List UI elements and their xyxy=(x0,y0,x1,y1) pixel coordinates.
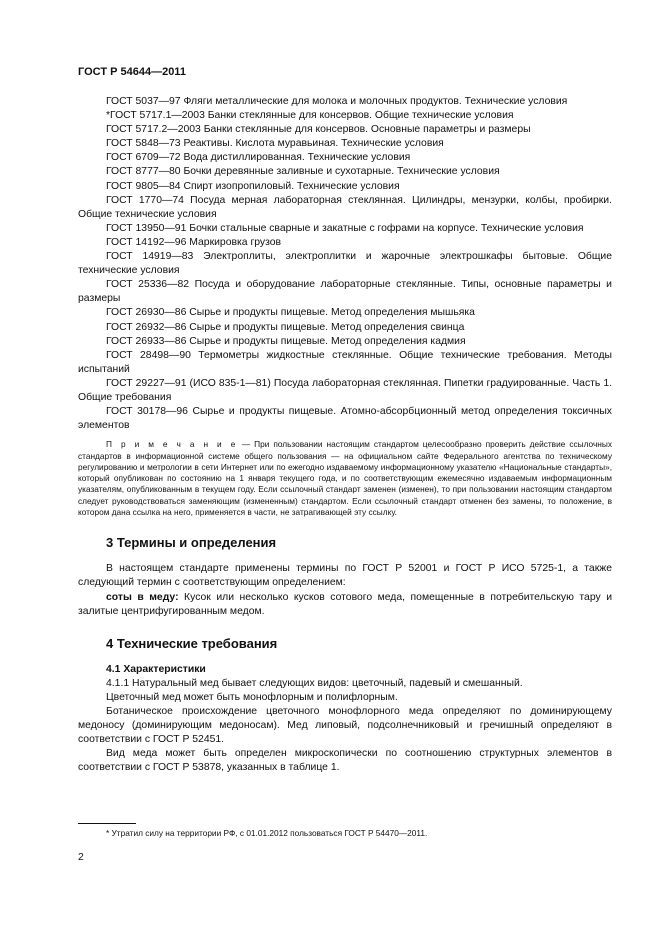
section-3-heading: 3 Термины и определения xyxy=(106,535,277,551)
reference-item: ГОСТ 28498—90 Термометры жидкостные стеклянные. Общие технические требования. Методы испытаний xyxy=(78,349,612,375)
term-definition xyxy=(78,591,612,619)
term-text: Кусок или несколько кусков сотового меда, помещенные в потребительскую тару и залитые центрифугированным медом. xyxy=(78,591,613,617)
document-header: ГОСТ Р 54644—2011 xyxy=(78,66,186,78)
reference-item: *ГОСТ 5717.1—2003 Банки стеклянные для консервов. Общие технические условия xyxy=(106,110,514,122)
subsection-4-1-heading: 4.1 Характеристики xyxy=(106,663,206,675)
note-paragraph xyxy=(78,439,612,518)
reference-item: ГОСТ 13950—91 Бочки стальные сварные и закатные с гофрами на корпусе. Технические условия xyxy=(106,222,584,234)
references-list xyxy=(78,95,612,433)
reference-item: ГОСТ 9805—84 Спирт изопропиловый. Технические условия xyxy=(106,180,400,192)
document-body xyxy=(78,95,612,775)
reference-item: ГОСТ 14919—83 Электроплиты, электроплитки и жарочные электрошкафы бытовые. Общие технические условия xyxy=(78,251,612,277)
reference-item: ГОСТ 26932—86 Сырье и продукты пищевые. Метод определения свинца xyxy=(106,321,465,333)
section-4-paragraph: Цветочный мед может быть монофлорным и полифлорным. xyxy=(106,691,398,703)
reference-item: ГОСТ 6709—72 Вода дистиллированная. Технические условия xyxy=(106,152,411,164)
reference-item: ГОСТ 25336—82 Посуда и оборудование лабораторные стеклянные. Типы, основные параметры и размеры xyxy=(78,279,612,305)
reference-item: ГОСТ 26930—86 Сырье и продукты пищевые. Метод определения мышьяка xyxy=(106,307,475,319)
reference-item: ГОСТ 5848—73 Реактивы. Кислота муравьиная. Технические условия xyxy=(106,138,444,150)
reference-item: ГОСТ 29227—91 (ИСО 835-1—81) Посуда лабораторная стеклянная. Пипетки градуированные. Часть 1. Общие требования xyxy=(78,377,612,403)
footnote-separator xyxy=(78,823,136,824)
reference-item: ГОСТ 30178—96 Сырье и продукты пищевые. Атомно-абсорбционный метод определения токсичных элементов xyxy=(78,406,612,432)
section-3-intro: В настоящем стандарте применены термины по ГОСТ Р 52001 и ГОСТ Р ИСО 5725-1, а также следующий термин с соответствующим определением: xyxy=(78,563,612,589)
note-label: П р и м е ч а н и е xyxy=(106,439,238,450)
reference-item: ГОСТ 5717.2—2003 Банки стеклянные для консервов. Основные параметры и размеры xyxy=(106,124,531,136)
note-text: — При пользовании настоящим стандартом целесообразно проверить действие ссылочных стандартов в информационной системе общего пользования — на официальном сайте Федерального агентства по техническому регулированию и метрологии в сети Интернет или по ежегодно издаваемому информационному указателю «Национальные стандарты», который опубликован по состоянию на 1 января текущего года, и по соответствующим ежемесячно издаваемым информационным указателям, опубликованным в текущем году. Если ссылочный стандарт заменен (изменен), то при пользовании настоящим стандартом следует руководствоваться заменяющим (измененным) стандартом. Если ссылочный стандарт отменен без замены, то положение, в котором дана ссылка на него, применяется в части, не затрагивающей эту ссылку. xyxy=(78,439,612,518)
section-4-heading: 4 Технические требования xyxy=(106,635,278,651)
reference-item: ГОСТ 8777—80 Бочки деревянные заливные и сухотарные. Технические условия xyxy=(106,166,500,178)
term-label: соты в меду: xyxy=(106,591,179,603)
reference-item: ГОСТ 5037—97 Фляги металлические для молока и молочных продуктов. Технические условия xyxy=(106,96,568,107)
section-4-paragraph: Ботаническое происхождение цветочного монофлорного меда определяют по доминирующему медоносу (доминирующим медоносам). Мед липовый, подсолнечниковый и гречишный определяют в соответствии с ГОСТ Р 52451. xyxy=(78,705,612,746)
page-number: 2 xyxy=(78,852,84,863)
reference-item: ГОСТ 14192—96 Маркировка грузов xyxy=(106,236,282,248)
reference-item: ГОСТ 1770—74 Посуда мерная лабораторная стеклянная. Цилиндры, мензурки, колбы, пробирки. Общие технические условия xyxy=(78,194,612,220)
footnote: * Утратил силу на территории РФ, с 01.01.2012 пользоваться ГОСТ Р 54470—2011. xyxy=(106,828,428,838)
reference-item: ГОСТ 26933—86 Сырье и продукты пищевые. Метод определения кадмия xyxy=(106,335,466,347)
section-4-paragraph: Вид меда может быть определен микроскопически по соотношению структурных элементов в соответствии с ГОСТ Р 53878, указанных в таблице 1. xyxy=(78,748,612,774)
section-4-paragraph: 4.1.1 Натуральный мед бывает следующих видов: цветочный, падевый и смешанный. xyxy=(106,677,523,689)
